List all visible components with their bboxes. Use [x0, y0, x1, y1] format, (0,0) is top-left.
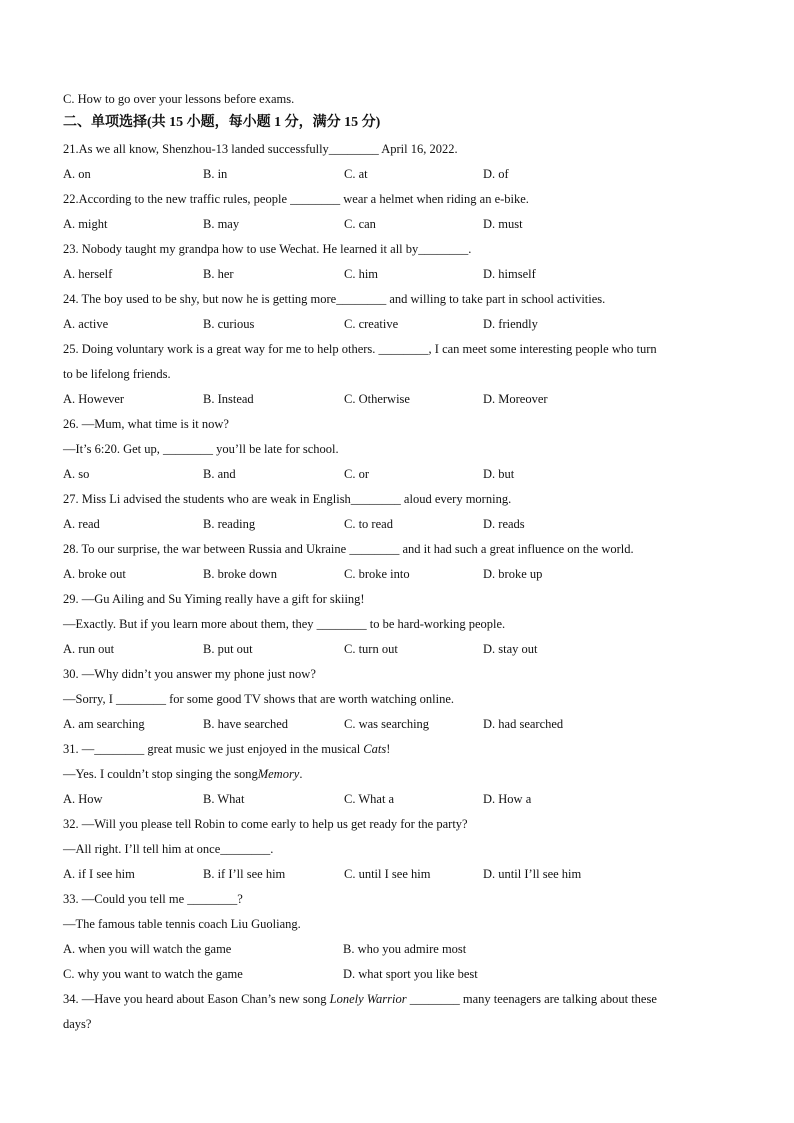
q29-option-a: A. run out: [63, 642, 115, 656]
q34-stem-end: ________ many teenagers are talking about these: [406, 992, 657, 1006]
q28-option-c: C. broke into: [344, 567, 410, 581]
q25-option-c: C. Otherwise: [344, 392, 410, 406]
q27-option-a: A. read: [63, 517, 100, 531]
q31-stem-end: !: [386, 742, 391, 756]
q21-option-c: C. at: [344, 167, 368, 181]
q21-option-d: D. of: [483, 167, 509, 181]
q23-option-b: B. her: [203, 267, 234, 281]
q31-cont-end: .: [299, 767, 303, 781]
q26-option-d: D. but: [483, 467, 515, 481]
question-34-stem-cont: days?: [63, 1017, 92, 1031]
question-33-stem-cont: —The famous table tennis coach Liu Guoliang.: [63, 917, 301, 931]
q21-option-b: B. in: [203, 167, 228, 181]
question-27-stem: 27. Miss Li advised the students who are weak in English________ aloud every morning.: [63, 492, 512, 506]
question-23-stem: 23. Nobody taught my grandpa how to use Wechat. He learned it all by________.: [63, 242, 472, 256]
option-text: C. How to go over your lessons before exams.: [63, 92, 295, 106]
q33-option-a: A. when you will watch the game: [63, 942, 232, 956]
section-heading: 二、单项选择(共 15 小题，每小题 1 分，满分 15 分): [63, 115, 381, 130]
question-26-stem-cont: —It’s 6:20. Get up, ________ you’ll be late for school.: [63, 442, 339, 456]
q23-option-c: C. him: [344, 267, 379, 281]
q31-cont-text: —Yes. I couldn’t stop singing the song: [63, 767, 258, 781]
q31-option-b: B. What: [203, 792, 245, 806]
question-33-stem: 33. —Could you tell me ________?: [63, 892, 243, 906]
q29-option-c: C. turn out: [344, 642, 398, 656]
question-22-stem: 22.According to the new traffic rules, people ________ wear a helmet when riding an e-bike.: [63, 192, 529, 206]
q32-option-d: D. until I’ll see him: [483, 867, 582, 881]
q24-option-c: C. creative: [344, 317, 399, 331]
question-32-stem: 32. —Will you please tell Robin to come early to help us get ready for the party?: [63, 817, 468, 831]
q23-option-d: D. himself: [483, 267, 536, 281]
q26-option-c: C. or: [344, 467, 369, 481]
q22-option-d: D. must: [483, 217, 523, 231]
q31-song-title: Memory: [257, 767, 300, 781]
q22-option-c: C. can: [344, 217, 376, 231]
question-25-stem-cont: to be lifelong friends.: [63, 367, 171, 381]
q28-option-b: B. broke down: [203, 567, 277, 581]
q22-option-b: B. may: [203, 217, 240, 231]
q25-option-a: A. However: [63, 392, 125, 406]
q28-option-a: A. broke out: [63, 567, 126, 581]
q27-option-c: C. to read: [344, 517, 393, 531]
q24-option-b: B. curious: [203, 317, 255, 331]
q29-option-b: B. put out: [203, 642, 253, 656]
q34-song-title: Lonely Warrior: [329, 992, 407, 1006]
question-32-stem-cont: —All right. I’ll tell him at once________.: [63, 842, 274, 856]
question-21-stem: 21.As we all know, Shenzhou-13 landed successfully________ April 16, 2022.: [63, 142, 458, 156]
q31-option-c: C. What a: [344, 792, 395, 806]
q34-stem-text: 34. —Have you heard about Eason Chan’s new song: [63, 992, 330, 1006]
question-34-stem: [63, 991, 657, 1007]
question-24-stem: 24. The boy used to be shy, but now he is getting more________ and willing to take part in school activities.: [63, 292, 606, 306]
question-26-stem: 26. —Mum, what time is it now?: [63, 417, 229, 431]
question-29-stem-cont: —Exactly. But if you learn more about them, they ________ to be hard-working people.: [63, 617, 506, 631]
q24-option-d: D. friendly: [483, 317, 538, 331]
q30-option-b: B. have searched: [203, 717, 289, 731]
q24-option-a: A. active: [63, 317, 109, 331]
q22-option-a: A. might: [63, 217, 108, 231]
question-25-stem: 25. Doing voluntary work is a great way for me to help others. ________, I can meet some interesting people who turn: [63, 342, 657, 356]
q25-option-b: B. Instead: [203, 392, 254, 406]
q23-option-a: A. herself: [63, 267, 113, 281]
q31-option-d: D. How a: [483, 792, 532, 806]
q32-option-a: A. if I see him: [63, 867, 135, 881]
q31-musical-title: Cats: [363, 742, 387, 756]
q30-option-d: D. had searched: [483, 717, 564, 731]
q27-option-b: B. reading: [203, 517, 256, 531]
q21-option-a: A. on: [63, 167, 91, 181]
q33-option-b: B. who you admire most: [343, 942, 467, 956]
question-30-stem: 30. —Why didn’t you answer my phone just now?: [63, 667, 316, 681]
q31-stem-text: 31. —________ great music we just enjoyed in the musical: [63, 742, 364, 756]
q32-option-c: C. until I see him: [344, 867, 431, 881]
q26-option-a: A. so: [63, 467, 90, 481]
q29-option-d: D. stay out: [483, 642, 538, 656]
q25-option-d: D. Moreover: [483, 392, 548, 406]
question-30-stem-cont: —Sorry, I ________ for some good TV shows that are worth watching online.: [63, 692, 455, 706]
question-28-stem: 28. To our surprise, the war between Russia and Ukraine ________ and it had such a great influence on the world.: [63, 542, 634, 556]
q33-option-c: C. why you want to watch the game: [63, 967, 243, 981]
q31-option-a: A. How: [63, 792, 103, 806]
question-29-stem: 29. —Gu Ailing and Su Yiming really have a gift for skiing!: [63, 592, 365, 606]
q27-option-d: D. reads: [483, 517, 525, 531]
q26-option-b: B. and: [203, 467, 236, 481]
question-31-stem: [63, 741, 390, 757]
q32-option-b: B. if I’ll see him: [203, 867, 286, 881]
q30-option-c: C. was searching: [344, 717, 430, 731]
q30-option-a: A. am searching: [63, 717, 145, 731]
q28-option-d: D. broke up: [483, 567, 543, 581]
question-31-stem-cont: [63, 766, 302, 782]
q33-option-d: D. what sport you like best: [343, 967, 478, 981]
